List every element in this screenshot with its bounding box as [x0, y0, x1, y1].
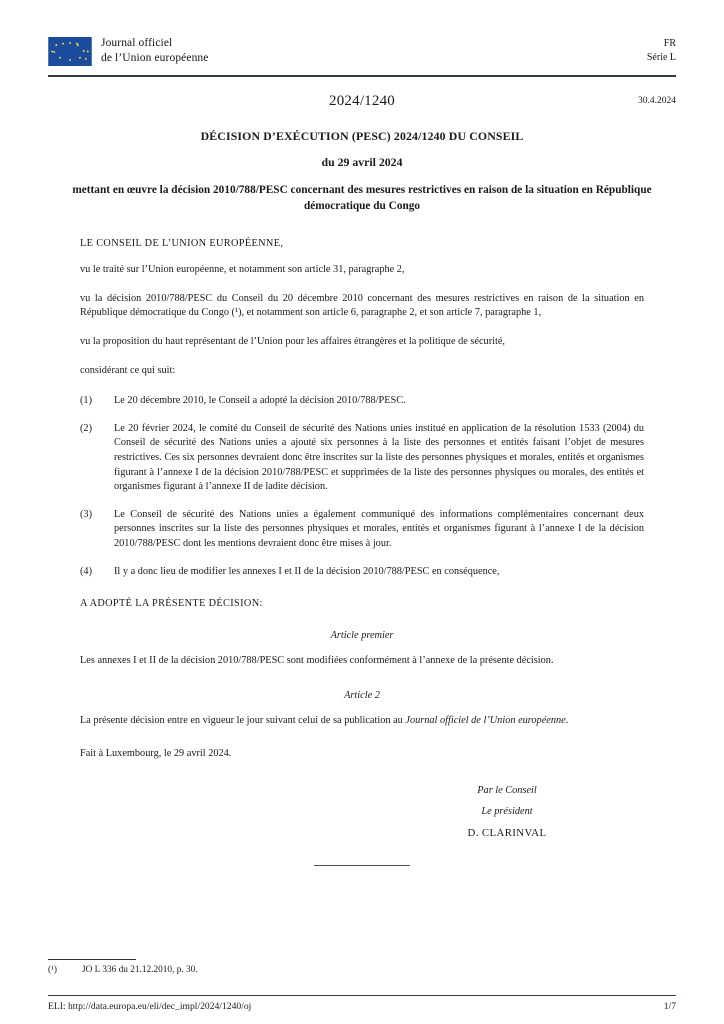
title-main: DÉCISION D’EXÉCUTION (PESC) 2024/1240 DU CONSEIL — [200, 129, 524, 143]
section-end-divider — [314, 865, 410, 866]
page-footer — [48, 995, 676, 1012]
document-body — [48, 238, 676, 865]
signature-block — [80, 785, 644, 839]
language-code: FR — [663, 38, 676, 49]
list-item — [80, 565, 644, 580]
article-1-heading: Article premier — [330, 630, 394, 642]
footer-row — [48, 1001, 676, 1012]
page-masthead — [48, 36, 676, 70]
document-number-row — [48, 93, 676, 113]
article-2-body-part1: La présente décision entre en vigueur le jour suivant celui de sa publication au — [80, 714, 406, 726]
document-title — [48, 129, 676, 214]
journal-brand-text — [101, 36, 208, 66]
page-number: 1/7 — [663, 1001, 676, 1012]
footnote — [48, 964, 676, 976]
publication-date: 30.4.2024 — [638, 96, 676, 106]
recital-decision: vu la décision 2010/788/PESC du Conseil du 20 décembre 2010 concernant des mesures restrictives en raison de la situation en République démocratique du Congo (¹), et notamment son article 6, paragraphe 2, et son article 7, paragraphe 1, — [80, 292, 644, 319]
signature-role: Le président — [481, 805, 533, 817]
article-2-heading: Article 2 — [344, 689, 380, 701]
journal-brand-line1: Journal officiel — [101, 37, 173, 49]
article-2-body-part2: . — [565, 714, 569, 726]
recitals-list — [80, 394, 644, 579]
recital-proposal: vu la proposition du haut représentant de l’Union pour les affaires étrangères et la politique de sécurité, — [80, 335, 505, 347]
journal-brand — [48, 36, 208, 66]
recital-number: (2) — [80, 422, 93, 434]
footnote-divider — [48, 959, 136, 960]
recital-text: Le 20 février 2024, le comité du Conseil de sécurité des Nations unies institué en application de la résolution 1533 (2004) du Conseil de sécurité des Nations unies a ajouté six personnes à la liste des personnes et entités faisant l’objet de mesures restrictives. Ces six personnes devraient donc être inscrites sur la liste des personnes physiques et morales, entités et organismes figurant à l’annexe I de la décision 2010/788/PESC et supprimées de la liste des personnes physiques ou morales, des entités et organismes figurant à l’annexe II de ladite décision. — [114, 422, 644, 493]
eli-link[interactable]: ELI: http://data.europa.eu/eli/dec_impl/2024/1240/oj — [48, 1001, 252, 1012]
recital-number: (4) — [80, 565, 93, 577]
whereas-line: considérant ce qui suit: — [80, 364, 176, 376]
recital-text: Le 20 décembre 2010, le Conseil a adopté la décision 2010/788/PESC. — [114, 395, 406, 407]
journal-reference-italic: Journal officiel de l’Union européenne — [405, 714, 566, 726]
eu-flag-icon — [48, 37, 92, 66]
footnote-text: JO L 336 du 21.12.2010, p. 30. — [82, 964, 198, 975]
title-date: du 29 avril 2024 — [321, 155, 403, 169]
signature-by: Par le Conseil — [477, 784, 537, 796]
recital-text: Le Conseil de sécurité des Nations unies a également communiqué des informations complémentaires concernant deux personnes inscrites sur la liste des personnes physiques et morales, entités et organismes figurant à l’annexe I de la décision 2010/788/PESC dont les mentions devraient donc être mises à jour. — [114, 508, 644, 550]
series-label: Série L — [646, 51, 676, 63]
footnote-marker: (¹) — [48, 964, 57, 975]
list-item — [80, 394, 644, 409]
footnote-area — [48, 959, 676, 976]
list-item — [80, 508, 644, 552]
header-divider — [48, 75, 676, 77]
title-subject: mettant en œuvre la décision 2010/788/PESC concernant des mesures restrictives en raison de la situation en République démocratique du Congo — [72, 184, 652, 212]
adopted-line: A ADOPTÉ LA PRÉSENTE DÉCISION: — [80, 598, 263, 610]
footer-divider — [48, 995, 676, 996]
signature-name: D. CLARINVAL — [467, 826, 547, 839]
journal-brand-line2: de l’Union européenne — [101, 52, 209, 65]
list-item — [80, 422, 644, 495]
masthead-meta — [647, 36, 676, 64]
institution-line: LE CONSEIL DE L’UNION EUROPÉENNE, — [80, 238, 284, 250]
recital-number: (3) — [80, 508, 93, 520]
recital-number: (1) — [80, 395, 93, 407]
place-and-date: Fait à Luxembourg, le 29 avril 2024. — [80, 747, 232, 759]
article-2-body — [80, 714, 644, 729]
document-number: 2024/1240 — [329, 93, 395, 109]
article-1-body: Les annexes I et II de la décision 2010/788/PESC sont modifiées conformément à l’annexe de la présente décision. — [80, 655, 554, 667]
recital-text: Il y a donc lieu de modifier les annexes I et II de la décision 2010/788/PESC en conséquence, — [114, 565, 500, 577]
recital-treaty: vu le traité sur l’Union européenne, et notamment son article 31, paragraphe 2, — [80, 264, 405, 276]
